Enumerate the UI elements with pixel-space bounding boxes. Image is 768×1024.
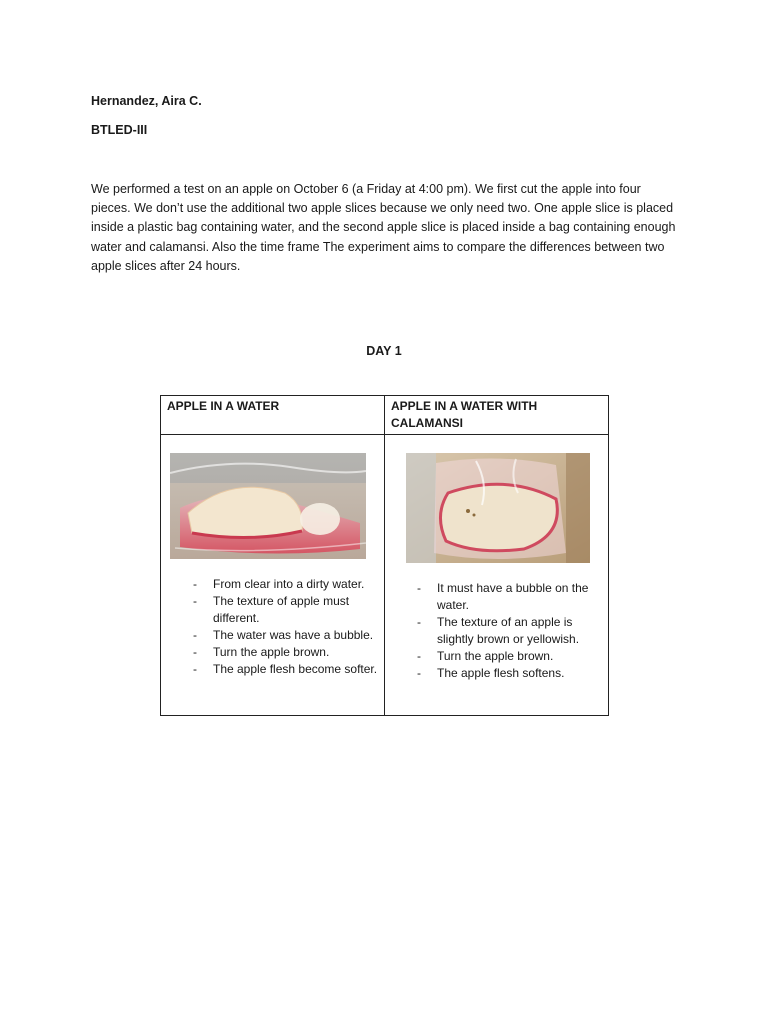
list-item: - It must have a bubble on the water. <box>417 581 589 612</box>
column-header-water: APPLE IN A WATER <box>161 396 385 435</box>
observations-list-water <box>189 576 381 678</box>
intro-paragraph: We performed a test on an apple on October 6 (a Friday at 4:00 pm). We first cut the apple into four pieces. We don’t use the additional two apple slices because we only need two. One apple slice is placed inside a plastic bag containing water, and the second apple slice is placed inside a bag containing enough water and calamansi. Also the time frame The experiment aims to compare the differences between two apple slices after 24 hours. <box>91 182 676 273</box>
apple-in-water-photo <box>170 453 366 559</box>
apple-slice-in-calamansi-water-icon <box>406 453 590 563</box>
comparison-table <box>160 395 609 716</box>
list-item: - The texture of apple must different. <box>193 594 350 625</box>
list-item: - Turn the apple brown. <box>193 645 330 659</box>
author-name: Hernandez, Aira C. <box>91 94 202 108</box>
observations-list-calamansi <box>413 580 605 682</box>
list-item: - The apple flesh become softer. <box>193 662 378 676</box>
table-body-row <box>161 435 609 716</box>
apple-in-calamansi-water-photo <box>406 453 590 563</box>
table-header-row <box>161 396 609 435</box>
apple-slice-in-water-icon <box>170 453 366 559</box>
column-header-calamansi: APPLE IN A WATER WITH CALAMANSI <box>385 396 609 435</box>
day-title: DAY 1 <box>366 344 402 358</box>
table-cell-calamansi <box>385 435 609 716</box>
list-item: - The texture of an apple is slightly brown or yellowish. <box>417 615 580 646</box>
course-section: BTLED-III <box>91 123 148 137</box>
table-cell-water <box>161 435 385 716</box>
list-item: - The apple flesh softens. <box>417 666 565 680</box>
list-item: - Turn the apple brown. <box>417 649 554 663</box>
list-item: - The water was have a bubble. <box>193 628 374 642</box>
list-item: - From clear into a dirty water. <box>193 577 365 591</box>
